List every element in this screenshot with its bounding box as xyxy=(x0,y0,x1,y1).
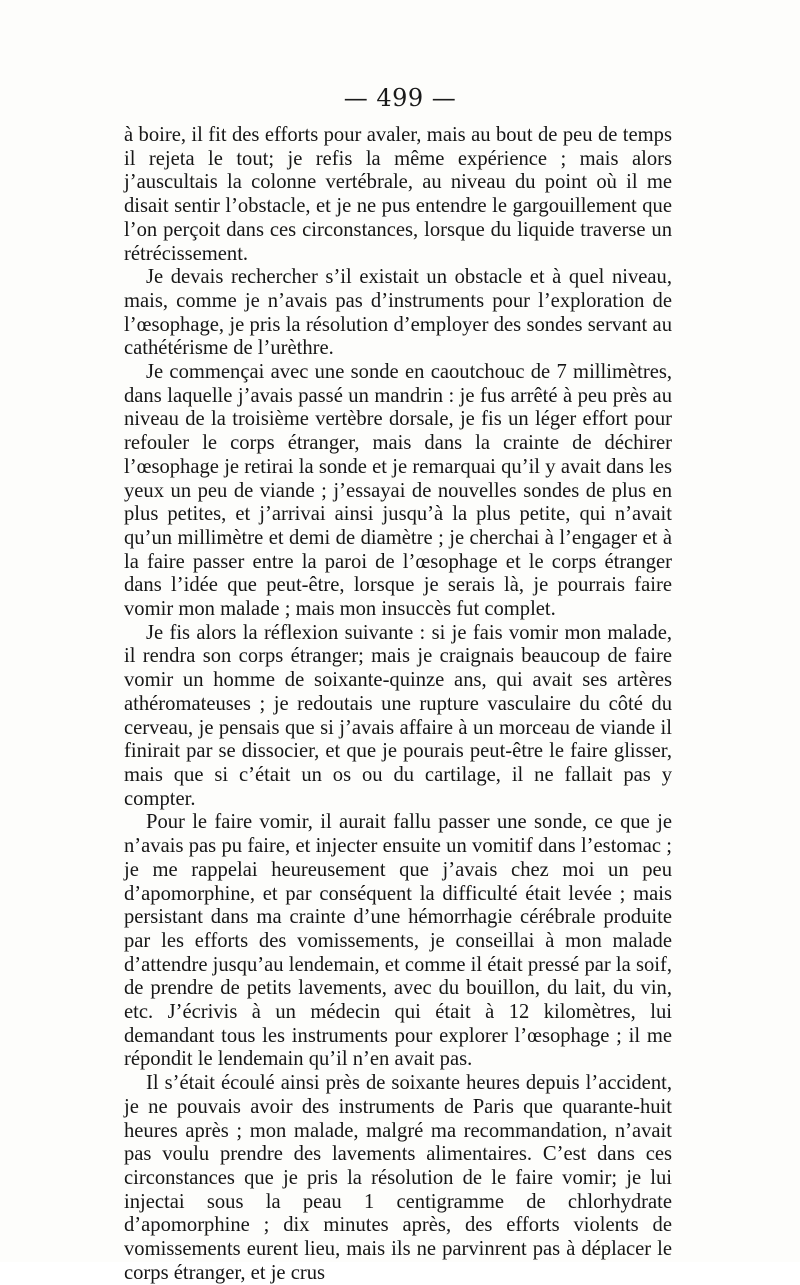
body-text xyxy=(124,124,672,1285)
paragraph: Pour le faire vomir, il aurait fallu passer une sonde, ce que je n’avais pas pu faire, et injecter ensuite un vomitif dans l’estomac ; je me rappelai heureusement que j’avais chez moi un peu d’apomorphine, et par conséquent la difficulté était levée ; mais persistant dans ma crainte d’une hémorrhagie cérébrale produite par les efforts des vomissements, je conseillai à mon malade d’attendre jusqu’au lendemain, et comme il était pressé par la soif, de prendre de petits lavements, avec du bouillon, du lait, du vin, etc. J’écrivis à un médecin qui était à 12 kilomètres, lui demandant tous les instruments pour explorer l’œsophage ; il me répondit le lendemain qu’il n’en avait pas. xyxy=(124,811,672,1071)
page-number: — 499 — xyxy=(343,84,457,112)
paragraph: Il s’était écoulé ainsi près de soixante heures depuis l’accident, je ne pouvais avoir des instruments de Paris que quarante-huit heures après ; mon malade, malgré ma recommandation, n’avait pas voulu prendre des lavements alimentaires. C’est dans ces circonstances que je pris la résolution de le faire vomir; je lui injectai sous la peau 1 centigramme de chlorhydrate d’apomorphine ; dix minutes après, des efforts violents de vomissements eurent lieu, mais ils ne parvinrent pas à déplacer le corps étranger, et je crus xyxy=(124,1072,672,1284)
paragraph: Je commençai avec une sonde en caoutchouc de 7 millimètres, dans laquelle j’avais passé un mandrin : je fus arrêté à peu près au niveau de la troisième vertèbre dorsale, je fis un léger effort pour refouler le corps étranger, mais dans la crainte de déchirer l’œsophage je retirai la sonde et je remarquai qu’il y avait dans les yeux un peu de viande ; j’essayai de nouvelles sondes de plus en plus petites, et j’arrivai ainsi jusqu’à la plus petite, qui n’avait qu’un millimètre et demi de diamètre ; je cherchai à l’engager et à la faire passer entre la paroi de l’œsophage et le corps étranger dans l’idée que peut-être, lorsque je serais là, je pourrais faire vomir mon malade ; mais mon insuccès fut complet. xyxy=(124,361,672,621)
paragraph: Je devais rechercher s’il existait un obstacle et à quel niveau, mais, comme je n’avais pas d’instruments pour l’exploration de l’œsophage, je pris la résolution d’employer des sondes servant au cathétérisme de l’urèthre. xyxy=(124,266,672,360)
paragraph: à boire, il fit des efforts pour avaler, mais au bout de peu de temps il rejeta le tout; je refis la même expérience ; mais alors j’auscultais la colonne vertébrale, au niveau du point où il me disait sentir l’obstacle, et je ne pus entendre le gargouillement que l’on perçoit dans ces circonstances, lorsque du liquide traverse un rétrécissement. xyxy=(124,124,672,265)
paragraph: Je fis alors la réflexion suivante : si je fais vomir mon malade, il rendra son corps étranger; mais je craignais beaucoup de faire vomir un homme de soixante-quinze ans, qui avait ses artères athéromateuses ; je redoutais une rupture vasculaire du côté du cerveau, je pensais que si j’avais affaire à un morceau de viande il finirait par se dissocier, et que je pourais peut-être le faire glisser, mais que si c’était un os ou du cartilage, il ne fallait pas y compter. xyxy=(124,621,672,810)
